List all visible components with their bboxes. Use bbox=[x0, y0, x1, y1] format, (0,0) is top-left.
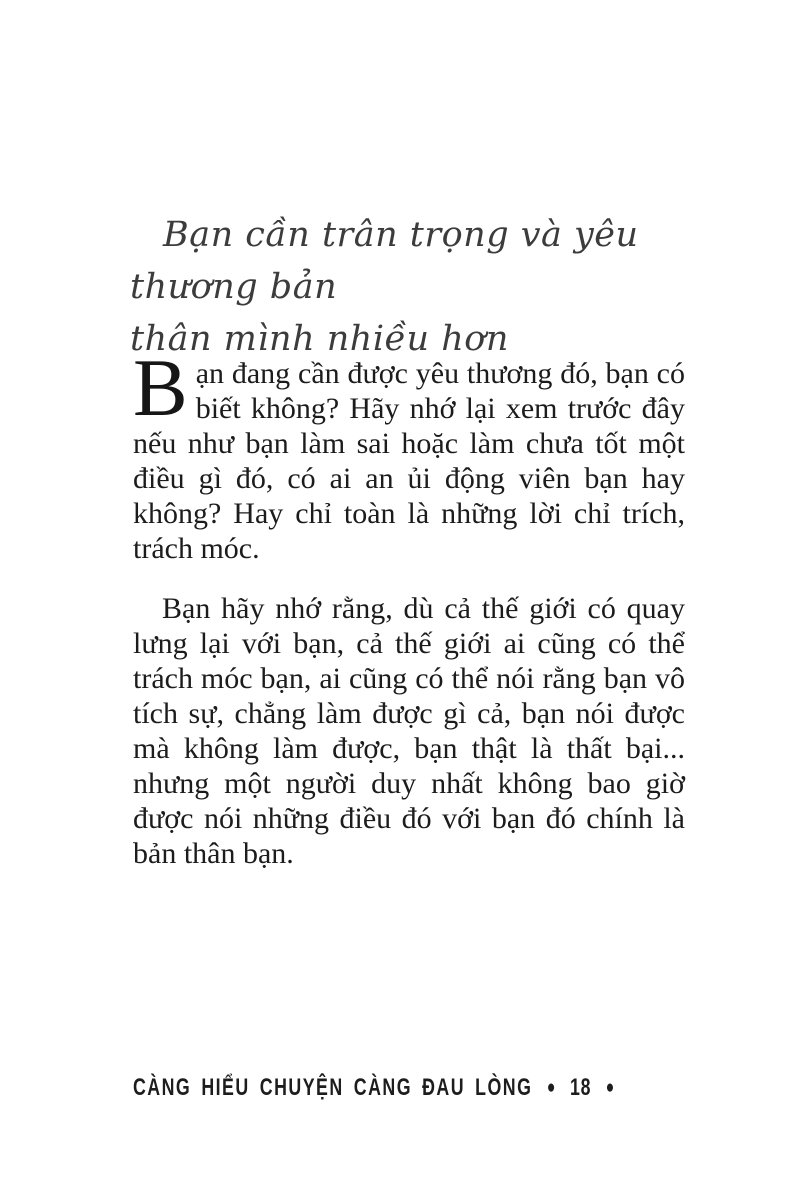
chapter-title-line-2: thân mình nhiều hơn bbox=[130, 319, 509, 360]
paragraph-2: Bạn hãy nhớ rằng, dù cả thế giới có quay lưng lại với bạn, cả thế giới ai cũng có thể trách móc bạn, ai cũng có thể nói rằng bạn vô tích sự, chẳng làm được gì cả, bạn nói được mà không làm được, bạn thật là thất bại... nhưng một người duy nhất không bao giờ được nói những điều đó với bạn đó chính là bản thân bạn. bbox=[133, 592, 685, 870]
footer-bullet-right-icon: ● bbox=[605, 1077, 615, 1098]
footer-bullet-left-icon: ● bbox=[546, 1077, 556, 1098]
paragraph-1 bbox=[133, 342, 685, 566]
drop-cap: B bbox=[133, 342, 188, 433]
chapter-title bbox=[130, 209, 690, 365]
chapter-title-line-1: Bạn cần trân trọng và yêu thương bản bbox=[130, 215, 639, 308]
footer-page-number: 18 bbox=[569, 1074, 592, 1101]
page-footer bbox=[133, 1074, 619, 1102]
body-text bbox=[133, 342, 685, 871]
paragraph-1-text: ạn đang cần được yêu thương đó, bạn có biết không? Hãy nhớ lại xem trước đây nếu như bạn làm sai hoặc làm chưa tốt một điều gì đó, có ai an ủi động viên bạn hay không? Hay chỉ toàn là những lời chỉ trích, trách móc. bbox=[133, 357, 685, 565]
footer-book-title: CÀNG HIỂU CHUYỆN CÀNG ĐAU LÒNG bbox=[133, 1074, 533, 1101]
